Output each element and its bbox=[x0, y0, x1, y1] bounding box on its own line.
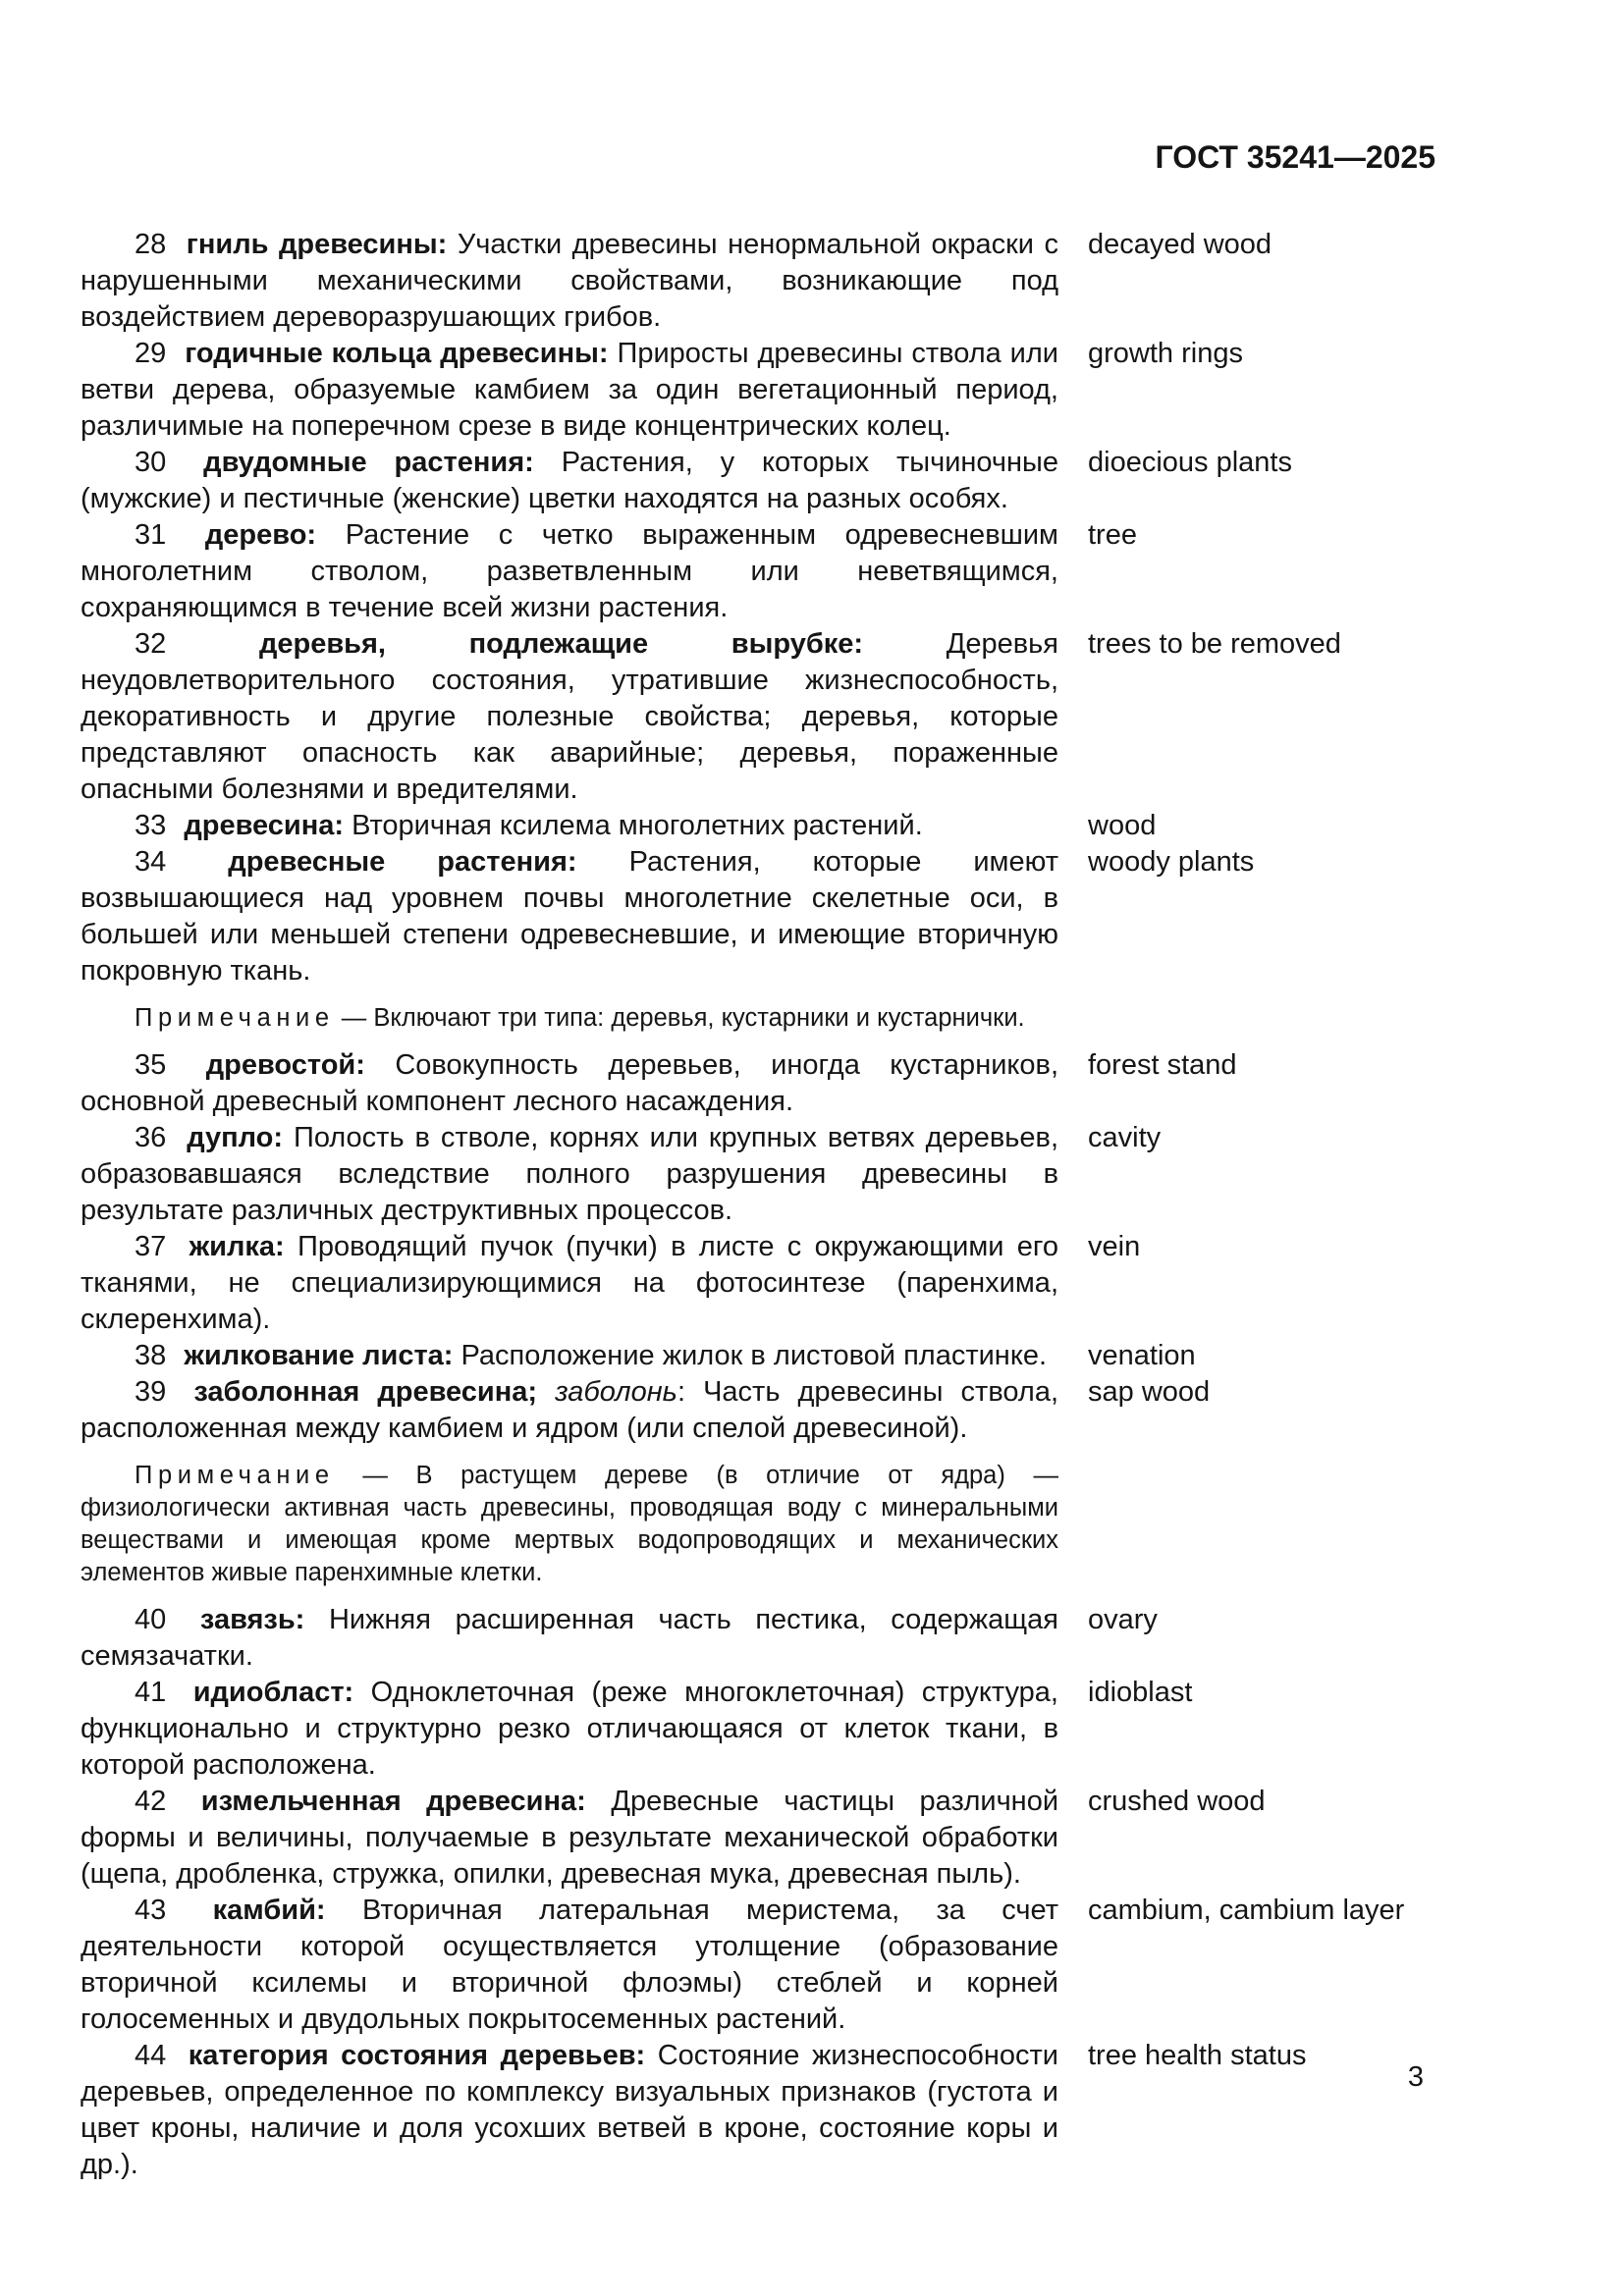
term-definition bbox=[81, 227, 1058, 336]
english-equivalent: cavity bbox=[1088, 1122, 1162, 1153]
note bbox=[81, 1460, 1058, 1589]
term-name: деревья, подлежащие вырубке: bbox=[258, 628, 864, 660]
terms-section bbox=[81, 227, 1405, 2183]
definition-text: Совокупность деревьев, иногда кустарников, основной древесный компонент лесного насаждения. bbox=[81, 1049, 1059, 1117]
english-equivalent: forest stand bbox=[1088, 1049, 1237, 1081]
term-name: двудомные растения: bbox=[203, 447, 534, 478]
english-equivalent: tree bbox=[1088, 519, 1137, 551]
term-entry bbox=[81, 1047, 1237, 1120]
term-entry bbox=[81, 1602, 1158, 1675]
term-number: 41 bbox=[135, 1677, 167, 1708]
term-definition bbox=[81, 1120, 1058, 1229]
english-equivalent: trees to be removed bbox=[1088, 628, 1341, 660]
term-definition bbox=[81, 626, 1058, 808]
term-number: 32 bbox=[135, 628, 167, 660]
english-equivalent: wood bbox=[1088, 810, 1157, 841]
term-synonym: заболонь bbox=[555, 1376, 677, 1408]
term-name: дерево: bbox=[204, 519, 317, 551]
english-equivalent: vein bbox=[1088, 1231, 1141, 1262]
term-definition bbox=[81, 517, 1058, 626]
term-entry bbox=[81, 1675, 1193, 1784]
term-number: 40 bbox=[135, 1604, 167, 1635]
term-name: древесные растения: bbox=[228, 846, 577, 878]
note-text: — В растущем дереве (в отличие от ядра) — физиологически активная часть древесины, проводящая воду с минеральными веществами и имеющая кроме мертвых водопроводящих и механических элементов живые паренхимные клетки. bbox=[81, 1462, 1058, 1586]
term-name: идиобласт: bbox=[192, 1677, 354, 1708]
term-number: 31 bbox=[135, 519, 167, 551]
term-number: 44 bbox=[135, 2040, 167, 2071]
english-equivalent: decayed wood bbox=[1088, 229, 1272, 260]
definition-text: Древесные частицы различной формы и величины, получаемые в результате механической обработки (щепа, дробленка, стружка, опилки, древесная мука, древесная пыль). bbox=[81, 1786, 1059, 1890]
term-name: жилкование листа: bbox=[184, 1340, 454, 1371]
term-definition bbox=[81, 1602, 1058, 1675]
term-number: 30 bbox=[135, 447, 167, 478]
definition-text: Растение с четко выраженным одревесневшим многолетним стволом, разветвленным или неветвящимся, сохраняющимся в течение всей жизни растения. bbox=[81, 519, 1058, 623]
english-equivalent: idioblast bbox=[1088, 1677, 1193, 1708]
term-name: жилка: bbox=[189, 1231, 285, 1262]
term-entry bbox=[81, 844, 1255, 1035]
definition-text: Деревья неудовлетворительного состояния, утратившие жизнеспособность, декоративность и другие полезные свойства; деревья, которые представляют опасность как аварийные; деревья, пораженные опасными болезнями и вредителями. bbox=[81, 628, 1058, 805]
term-number: 28 bbox=[135, 229, 167, 260]
term-entry bbox=[81, 517, 1137, 626]
term-number: 29 bbox=[135, 338, 167, 369]
definition-text: Расположение жилок в листовой пластинке. bbox=[460, 1340, 1048, 1371]
english-equivalent: crushed wood bbox=[1088, 1786, 1266, 1817]
definition-text: Растения, которые имеют возвышающиеся над уровнем почвы многолетние скелетные оси, в большей или меньшей степени одревесневшие, и имеющие вторичную покровную ткань. bbox=[81, 846, 1059, 987]
term-entry bbox=[81, 626, 1341, 808]
definition-text: Нижняя расширенная часть пестика, содержащая семязачатки. bbox=[81, 1604, 1058, 1672]
standard-designation: ГОСТ 35241—2025 bbox=[1155, 139, 1435, 175]
term-definition bbox=[81, 1047, 1058, 1120]
definition-text: Вторичная латеральная меристема, за счет деятельности которой осуществляется утолщение (образование вторичной ксилемы и вторичной флоэмы) стеблей и корней голосеменных и двудольных покрытосеменных растений. bbox=[81, 1895, 1058, 2035]
term-name: дупло: bbox=[187, 1122, 284, 1153]
term-number: 36 bbox=[135, 1122, 167, 1153]
definition-text: : Часть древесины ствола, расположенная между камбием и ядром (или спелой древесиной). bbox=[81, 1376, 1059, 1444]
term-definition bbox=[81, 445, 1058, 517]
english-equivalent: ovary bbox=[1088, 1604, 1158, 1635]
definition-text: Участки древесины ненормальной окраски с нарушенными механическими свойствами, возникающие под воздействием дереворазрушающих грибов. bbox=[81, 229, 1058, 333]
term-name: годичные кольца древесины: bbox=[185, 338, 609, 369]
term-definition bbox=[81, 1374, 1058, 1447]
term-definition bbox=[81, 844, 1058, 989]
term-entry bbox=[81, 1784, 1266, 1893]
term-entry bbox=[81, 445, 1292, 517]
term-definition bbox=[81, 1338, 1058, 1374]
term-definition bbox=[81, 336, 1058, 445]
note-text: — Включают три типа: деревья, кустарники и кустарнички. bbox=[341, 1004, 1025, 1032]
term-name: камбий: bbox=[212, 1895, 326, 1926]
term-name: заболонная древесина; bbox=[193, 1376, 538, 1408]
term-entry bbox=[81, 336, 1243, 445]
english-equivalent: cambium, cambium layer bbox=[1088, 1895, 1405, 1926]
term-name: завязь: bbox=[199, 1604, 305, 1635]
term-name: древесина: bbox=[184, 810, 345, 841]
page-number: 3 bbox=[1407, 2061, 1425, 2093]
definition-text: Приросты древесины ствола или ветви дерева, образуемые камбием за один вегетационный период, различимые на поперечном срезе в виде концентрических колец. bbox=[81, 338, 1058, 442]
term-definition bbox=[81, 1784, 1058, 1893]
english-equivalent: growth rings bbox=[1088, 338, 1243, 369]
term-entry bbox=[81, 1229, 1141, 1338]
term-entry bbox=[81, 227, 1272, 336]
definition-text: Одноклеточная (реже многоклеточная) структура, функционально и структурно резко отличающаяся от клеток ткани, в которой расположена. bbox=[81, 1677, 1058, 1781]
definition-text: Полость в стволе, корнях или крупных ветвях деревьев, образовавшаяся вследствие полного разрушения древесины в результате различных деструктивных процессов. bbox=[81, 1122, 1059, 1226]
term-definition bbox=[81, 1675, 1058, 1784]
term-name: гниль древесины: bbox=[186, 229, 448, 260]
definition-text: Вторичная ксилема многолетних растений. bbox=[352, 810, 923, 841]
term-number: 37 bbox=[135, 1231, 167, 1262]
term-number: 42 bbox=[135, 1786, 167, 1817]
note bbox=[81, 1002, 1058, 1035]
term-entry bbox=[81, 1374, 1211, 1589]
term-number: 33 bbox=[135, 810, 167, 841]
definition-text: Состояние жизнеспособности деревьев, определенное по комплексу визуальных признаков (густота и цвет кроны, наличие и доля усохших ветвей в кроне, состояние коры и др.). bbox=[81, 2040, 1059, 2180]
term-number: 39 bbox=[135, 1376, 167, 1408]
note-label: Примечание bbox=[135, 1462, 335, 1489]
definition-text: Растения, у которых тычиночные (мужские) и пестичные (женские) цветки находятся на разных особях. bbox=[81, 447, 1059, 514]
term-definition bbox=[81, 1229, 1058, 1338]
term-number: 38 bbox=[135, 1340, 167, 1371]
term-name: древостой: bbox=[205, 1049, 365, 1081]
term-name: измельченная древесина: bbox=[200, 1786, 586, 1817]
term-number: 43 bbox=[135, 1895, 167, 1926]
english-equivalent: sap wood bbox=[1088, 1376, 1211, 1408]
term-entry bbox=[81, 1120, 1162, 1229]
term-number: 34 bbox=[135, 846, 167, 878]
term-entry bbox=[81, 1893, 1405, 2038]
term-definition bbox=[81, 808, 1058, 844]
term-entry bbox=[81, 1338, 1196, 1374]
term-entry bbox=[81, 2038, 1307, 2183]
english-equivalent: dioecious plants bbox=[1088, 447, 1292, 478]
note-label: Примечание bbox=[135, 1004, 335, 1032]
english-equivalent: venation bbox=[1088, 1340, 1196, 1371]
term-definition bbox=[81, 1893, 1058, 2038]
term-definition bbox=[81, 2038, 1058, 2183]
term-entry bbox=[81, 808, 1157, 844]
definition-text: Проводящий пучок (пучки) в листе с окружающими его тканями, не специализирующимися на фотосинтезе (паренхима, склеренхима). bbox=[81, 1231, 1058, 1335]
term-name: категория состояния деревьев: bbox=[188, 2040, 646, 2071]
term-number: 35 bbox=[135, 1049, 167, 1081]
english-equivalent: tree health status bbox=[1088, 2040, 1307, 2071]
english-equivalent: woody plants bbox=[1088, 846, 1255, 878]
